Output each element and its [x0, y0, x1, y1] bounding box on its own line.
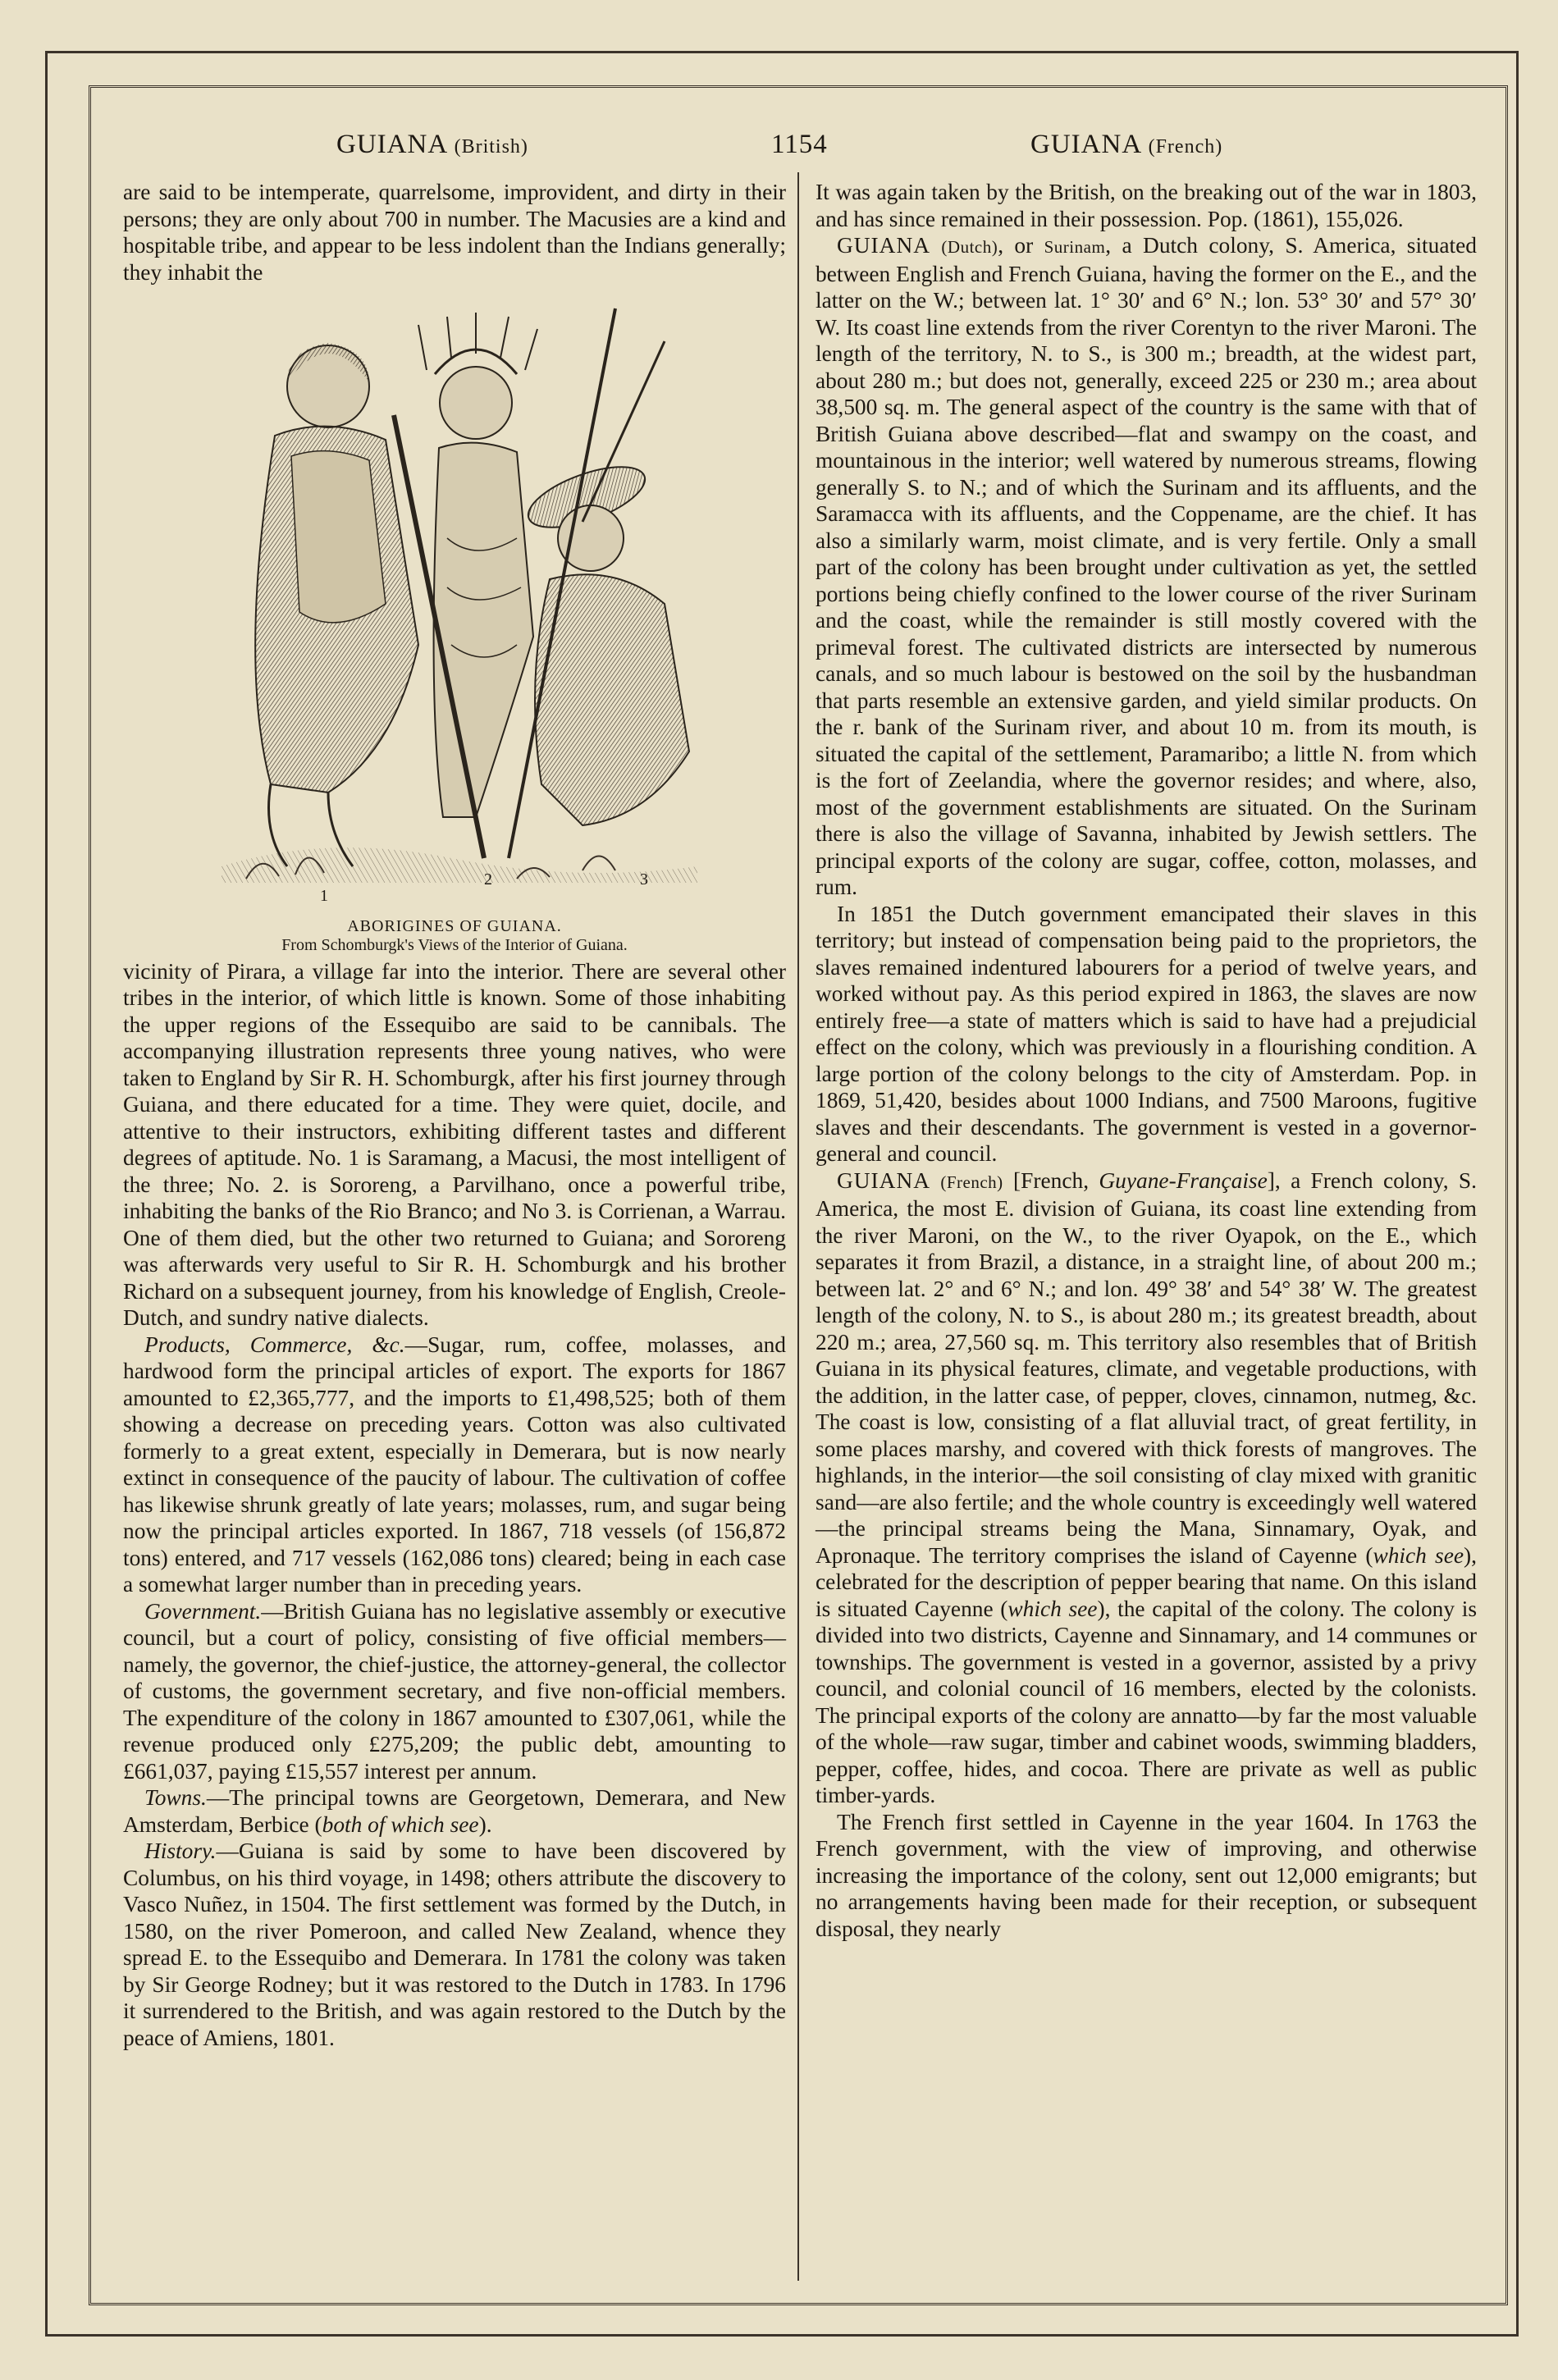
figure-number-3: 3 [640, 870, 648, 889]
header-right-name: GUIANA [1030, 130, 1141, 159]
french-entry-mid: [French, [1003, 1167, 1099, 1193]
french-guiana-entry [816, 1167, 1477, 1809]
right-column [816, 179, 1477, 1942]
french-entry-body-3: ), the capital of the colony. The colony is divided into two districts, Cayenne and Sinnamary, and 14 communes or townships. The government is vested in a governor, assisted by a privy council, and colonial council of 16 members, elected by the colonists. The principal exports of the colony are annatto—by far the most valuable of the whole—raw sugar, timber and cabinet woods, swimming bladders, pepper, coffee, hides, and cocoa. There are private as well as public timber-yards. [816, 1596, 1478, 1807]
left-column [123, 179, 786, 2051]
header-right-sub: (French) [1148, 136, 1223, 158]
dutch-entry-sub: (Dutch) [941, 237, 998, 257]
header-left [336, 130, 528, 160]
figure-number-1: 1 [320, 887, 328, 905]
towns-italic: both of which see [322, 1811, 479, 1837]
right-paragraph-emancipation: In 1851 the Dutch government emancipated their slaves in this territory; but instead of compensation being paid to the proprietors, the slaves remained indentured labourers for a period of twelve years, and worked without pay. As this period expired in 1863, the slaves are now entirely free—a state of matters which is said to have had a prejudicial effect on the colony, which was previously in a flourishing condition. A large portion of the colony belongs to the city of Amsterdam. Pop. in 1869, 51,420, besides about 1000 Indians, and 7500 Maroons, fugitive slaves and their descendants. The government is vested in a governor-general and council. [816, 901, 1477, 1166]
products-text: —Sugar, rum, coffee, molasses, and hardwood form the principal articles of export. The exports for 1867 amounted to £2,365,777, and the imports to £1,498,525; both of them showing a decrease on preceding years. Cotton was also cultivated formerly to a great extent, especially in Demerara, but is now nearly extinct in consequence of the paucity of labour. The cultivation of coffee has likewise shrunk greatly of late years; molasses, rum, and sugar being now the principal articles exported. In 1867, 718 vessels (of 156,872 tons) entered, and 717 vessels (162,086 tons) cleared; being in each case a somewhat larger number than in preceding years. [123, 1332, 787, 1597]
figure-two [394, 313, 537, 858]
header-right [1030, 130, 1222, 160]
left-paragraph-government [123, 1598, 786, 1785]
left-paragraph-towns [123, 1784, 786, 1838]
towns-heading: Towns. [144, 1785, 207, 1810]
caption-title: ABORIGINES OF GUIANA. [347, 916, 562, 935]
header-left-sub: (British) [454, 136, 528, 158]
running-header [89, 121, 1503, 171]
dutch-entry-name: GUIANA [837, 233, 931, 258]
left-paragraph-products [123, 1332, 786, 1598]
government-heading: Government. [144, 1598, 262, 1624]
dutch-entry-body: , a Dutch colony, S. America, situated between English and French Guiana, having the former on the E., and the latter on the W.; between lat. 1° 30′ and 6° N.; lon. 53° 30′ and 57° 30′ W. Its coast line extends from the river Corentyn to the river Maroni. The length of the territory, N. to S., is 300 m.; breadth, at the widest part, about 280 m.; but does not, generally, exceed 225 or 230 m.; area about 38,500 sq. m. The general aspect of the country is the same with that of British Guiana above described—flat and swampy on the coast, and mountainous in the interior; well watered by numerous streams, flowing generally S. to N.; and of which the Surinam and its affluents, and the Saramacca with its affluents, and the Coppename, are the chief. It has also a similarly warm, moist climate, and is very fertile. Only a small part of the colony has been brought under cultivation as yet, the settled portions being chiefly confined to the lower course of the river Surinam and the coast, while the remainder is still mostly covered with the primeval forest. The cultivated districts are intersected by numerous canals, and so much labour is bestowed on the soil by the husbandman that parts resemble an extensive garden, and yield similar products. On the r. bank of the Surinam river, and about 10 m. from its mouth, is situated the capital of the settlement, Paramaribo; a little N. from which is the fort of Zeelandia, where the governor resides; and where, also, most of the government establishments are situated. On the Surinam there is also the village of Savanna, inhabited by Jewish settlers. The principal exports of the colony are sugar, coffee, cotton, molasses, and rum. [816, 233, 1477, 899]
dutch-guiana-entry [816, 232, 1477, 901]
history-text: —Guiana is said by some to have been discovered by Columbus, on his third voyage, in 1498; others attribute the discovery to Vasco Nuñez, in 1504. The first settlement was formed by the Dutch, in 1580, on the river Pomeroon, and called New Zealand, whence they spread E. to the Essequibo and Demerara. In 1781 the colony was taken by Sir George Rodney; but it was restored to the Dutch in 1783. In 1796 it surrendered to the British, and was again restored to the Dutch by the peace of Amiens, 1801. [123, 1839, 786, 2050]
french-entry-body-2: ), celebrated for the description of pepper bearing that name. On this island is situated Cayenne ( [816, 1542, 1477, 1621]
french-entry-body: ], a French colony, S. America, the most E. division of Guiana, its coast line extending from the river Maroni, on the W., to the river Oyapok, on the E., which separates it from Brazil, a distance, in a straight line, of about 200 m.; between lat. 2° and 6° N.; and lon. 49° 38′ and 54° 38′ W. The greatest length of the colony, N. to S., is about 280 m.; its greatest breadth, about 220 m.; area, 27,560 sq. m. This territory also resembles that of British Guiana in its physical features, climate, and vegetable productions, with the addition, in the latter case, of pepper, cloves, cinnamon, nutmeg, &c. The coast is low, consisting of a flat alluvial tract, of great fertility, in some places marshy, and covered with thick forests of mangroves. The highlands, in the interior—the soil consisting of clay mixed with granitic sand—are also fertile; and the whole country is exceedingly well watered—the principal streams being the Mana, Sinnamary, Oyak, and Apronaque. The territory comprises the island of Cayenne ( [816, 1167, 1477, 1568]
french-entry-name: GUIANA [837, 1167, 931, 1193]
dutch-entry-mid: , or [998, 233, 1044, 258]
towns-text-a: —The principal towns are Georgetown, Demerara, and New Amsterdam, Berbice ( [123, 1785, 786, 1837]
right-paragraph-settlement: The French first settled in Cayenne in the year 1604. In 1763 the French government, with the view of improving, and otherwise increasing the importance of the colony, sent out 12,000 emigrants; but no arrangements having been made for their reception, or subsequent disposal, they nearly [816, 1809, 1477, 1941]
products-heading: Products, Commerce, &c. [144, 1332, 405, 1357]
illustration-figure [123, 292, 786, 955]
figure-three [509, 308, 689, 858]
right-paragraph-1: It was again taken by the British, on the breaking out of the war in 1803, and has since remained in their possession. Pop. (1861), 155,026. [816, 180, 1477, 231]
french-entry-italic: Guyane-Française [1099, 1167, 1268, 1193]
french-which-see-2: which see [1007, 1596, 1098, 1621]
page-number: 1154 [771, 130, 828, 159]
header-left-name: GUIANA [336, 130, 447, 159]
figure-number-2: 2 [484, 870, 492, 889]
towns-text-b: ). [478, 1811, 492, 1837]
french-which-see-1: which see [1373, 1542, 1464, 1568]
column-divider [797, 172, 799, 2281]
government-text: —British Guiana has no legislative assembly or executive council, but a court of policy, consisting of five official members—namely, the governor, the chief-justice, the attorney-general, the collector of customs, the government secretary, and five non-official members. The expenditure of the colony in 1867 amounted to £307,061, while the revenue produced only £275,209; the public debt, amounting to £661,037, paying £15,557 interest per annum. [123, 1598, 786, 1784]
left-paragraph-2: vicinity of Pirara, a village far into the interior. There are several other tribes in the interior, of which little is known. Some of those inhabiting the upper regions of the Essequibo are said to be cannibals. The accompanying illustration represents three young natives, who were taken to England by Sir R. H. Schomburgk, after his first journey through Guiana, and there educated for a time. They were quiet, docile, and attentive to their instructors, exhibiting different tastes and different degrees of aptitude. No. 1 is Saramang, a Macusi, the most intelligent of the three; No. 2. is Sororeng, a Parvilhano, once a powerful tribe, inhabiting the banks of the Rio Branco; and No 3. is Corrienan, a Warrau. One of them died, but the other two returned to Guiana; and Sororeng was afterwards very useful to Sir R. H. Schomburgk and his brother Richard on a subsequent journey, from his knowledge of English, Creole-Dutch, and sundry native dialects. [123, 958, 786, 1330]
left-paragraph-history [123, 1838, 786, 2051]
aborigines-engraving [123, 292, 786, 909]
history-heading: History. [144, 1839, 217, 1863]
caption-credit: From Schomburgk's Views of the Interior of Guiana. [281, 935, 628, 954]
french-entry-sub: (French) [940, 1172, 1003, 1192]
dutch-entry-alt: Surinam [1044, 237, 1106, 257]
figure-caption [123, 917, 786, 955]
left-paragraph-1: are said to be intemperate, quarrelsome, improvident, and dirty in their persons; they are only about 700 in number. The Macusies are a kind and hospitable tribe, and appear to be less indolent than the Indians generally; they inhabit the [123, 180, 786, 285]
